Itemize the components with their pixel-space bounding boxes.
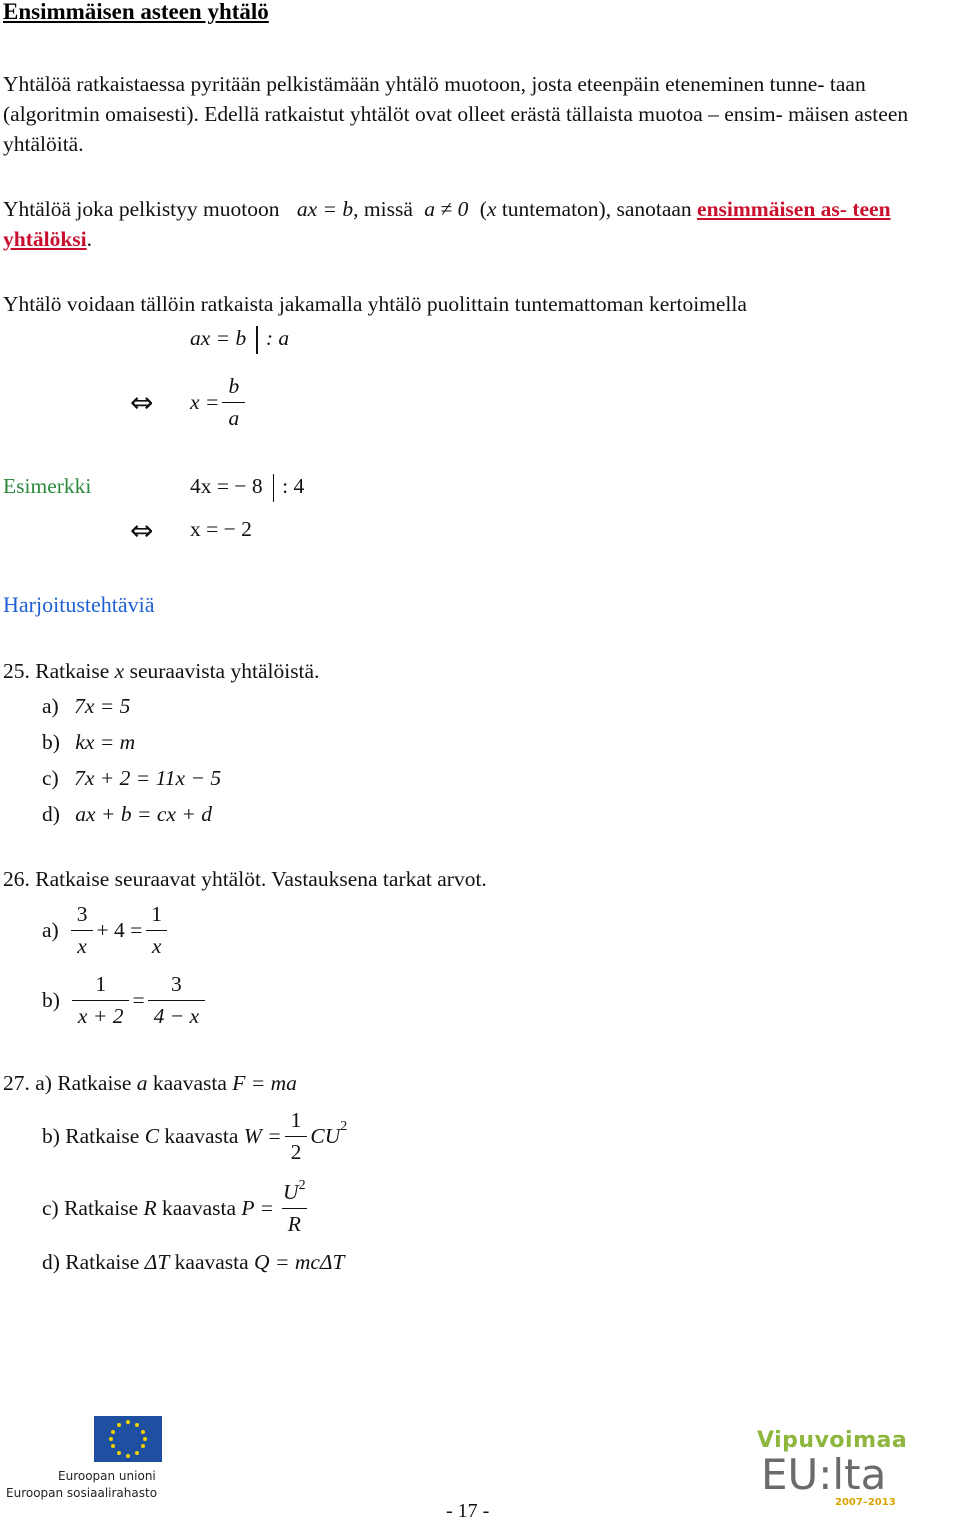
item-var: a: [136, 1071, 148, 1095]
divider-bar: [256, 326, 258, 354]
item-text: kaavasta: [164, 1124, 239, 1148]
exercise-25-rest: seuraavista yhtälöistä.: [129, 659, 320, 683]
definition-text-3: tuntematon), sanotaan: [501, 197, 692, 221]
exercise-26-intro: 26. Ratkaise seuraavat yhtälöt. Vastauksena tarkat arvot.: [3, 867, 487, 891]
item-label: b): [42, 730, 60, 754]
item-equation: 7x + 2 = 11x − 5: [74, 766, 222, 790]
method-equation-1: [190, 326, 289, 354]
definition-equation: ax = b: [296, 197, 354, 221]
definition-text-1: Yhtälöä joka pelkistyy muotoon: [3, 197, 280, 221]
method-eq2-left: x =: [190, 390, 220, 414]
example-equation-1: [190, 474, 304, 502]
example-eq1-left: 4x = − 8: [190, 474, 263, 498]
example-label: Esimerkki: [3, 474, 92, 498]
item-label: b): [42, 988, 60, 1012]
fraction-numerator: 1: [95, 972, 107, 996]
item-var: R: [143, 1196, 157, 1220]
definition-term: ensimmäisen as- teen yhtälöksi: [3, 197, 891, 251]
item-label: d): [42, 802, 60, 826]
superscript: 2: [298, 1178, 306, 1193]
exercise-27a: [3, 1071, 297, 1096]
fraction-denominator: a: [222, 402, 245, 431]
vip-years: 2007–2013: [835, 1497, 896, 1508]
item-equation: kx = m: [75, 730, 136, 754]
exercise-27d: [42, 1250, 344, 1275]
fraction: [148, 972, 206, 1029]
exercise-25-intro: [3, 659, 319, 684]
definition-var: x: [486, 197, 497, 221]
eu-text: [6, 1468, 166, 1502]
eu-flag-icon: [94, 1416, 162, 1462]
vip-title: Vipuvoimaa: [757, 1428, 908, 1453]
definition-text-2: , missä: [353, 197, 413, 221]
method-eq1-left: ax = b: [190, 326, 247, 350]
fraction: [285, 1108, 308, 1165]
fraction-numerator: [277, 1180, 312, 1208]
item-operator: =: [132, 988, 145, 1012]
item-equation: Q = mcΔT: [254, 1250, 345, 1274]
item-label: a): [42, 694, 59, 718]
method-paragraph: Yhtälö voidaan tällöin ratkaista jakamalla yhtälö puolittain tuntemattoman kertoimella: [3, 292, 747, 316]
exercise-25b: [42, 730, 135, 755]
fraction-numerator: b: [228, 374, 240, 398]
fraction: [72, 972, 130, 1029]
item-equation: W =: [243, 1124, 282, 1148]
exercise-25-text: 25. Ratkaise: [3, 659, 110, 683]
method-equation-2: [190, 374, 248, 431]
item-equation: F = ma: [232, 1071, 297, 1095]
exercise-27c: [42, 1180, 315, 1237]
fraction: [71, 902, 94, 959]
fraction-denominator: x: [146, 930, 168, 959]
exercise-25d: [42, 802, 212, 827]
item-text: b) Ratkaise: [42, 1124, 140, 1148]
intro-paragraph: Yhtälöä ratkaistaessa pyritään pelkistämään yhtälö muotoon, josta eteenpäin eteneminen tunne- taan (algoritmin omaisesti). Edellä ratkaistut yhtälöt ovat olleet erästä tällaista muotoa – ensim- mäisen asteen yhtälöitä.: [3, 72, 909, 156]
item-equation: CU: [310, 1124, 341, 1148]
item-text: d) Ratkaise: [42, 1250, 140, 1274]
page-number: - 17 -: [446, 1500, 490, 1522]
item-text: kaavasta: [152, 1071, 227, 1095]
vipuvoimaa-logo: [757, 1428, 952, 1508]
exercises-heading: Harjoitustehtäviä: [3, 592, 155, 617]
definition-condition: a ≠ 0: [424, 197, 469, 221]
fraction-numerator: 3: [76, 902, 88, 926]
fraction-numerator: 1: [290, 1108, 302, 1132]
exercise-27b: [42, 1108, 347, 1165]
exercise-25c: [42, 766, 221, 791]
numerator-var: U: [283, 1180, 299, 1204]
definition-end: .: [86, 227, 93, 251]
fraction-denominator: x: [71, 930, 93, 959]
superscript: 2: [340, 1118, 348, 1134]
method-eq1-op: : a: [265, 326, 290, 350]
item-text: c) Ratkaise: [42, 1196, 139, 1220]
fraction: [145, 902, 168, 959]
eu-line-1: Euroopan unioni: [58, 1469, 156, 1483]
fraction-denominator: R: [282, 1208, 307, 1237]
item-text: 27. a) Ratkaise: [3, 1071, 132, 1095]
equivalence-icon: ⇔: [130, 514, 154, 547]
item-label: a): [42, 918, 59, 942]
item-equation: P =: [241, 1196, 275, 1220]
fraction-numerator: 1: [151, 902, 162, 926]
fraction-denominator: x + 2: [72, 1000, 130, 1029]
exercise-25a: [42, 694, 130, 719]
fraction-numerator: 3: [171, 972, 182, 996]
eu-logo: [6, 1416, 166, 1502]
fraction-denominator: 4 − x: [148, 1000, 206, 1029]
exercise-26a: [42, 902, 171, 959]
item-equation: ax + b = cx + d: [75, 802, 212, 826]
item-text: kaavasta: [162, 1196, 237, 1220]
exercise-25-var: x: [114, 659, 125, 683]
equivalence-icon: ⇔: [130, 386, 154, 419]
definition-paragraph: [3, 194, 957, 254]
definition-paren: (: [479, 197, 487, 221]
method-fraction: [222, 374, 245, 431]
item-operator: + 4 =: [96, 918, 143, 942]
item-label: c): [42, 766, 59, 790]
example-eq1-op: : 4: [282, 474, 305, 498]
item-var: ΔT: [144, 1250, 170, 1274]
fraction-denominator: 2: [285, 1136, 308, 1165]
divider-bar: [273, 474, 275, 502]
page-title: Ensimmäisen asteen yhtälö: [3, 0, 269, 24]
item-var: C: [144, 1124, 160, 1148]
eu-line-2: Euroopan sosiaalirahasto: [6, 1486, 158, 1500]
item-equation: 7x = 5: [74, 694, 131, 718]
fraction: [277, 1180, 312, 1237]
exercise-26b: [42, 972, 208, 1029]
vip-eu: EU:lta: [761, 1450, 887, 1499]
example-equation-2: x = − 2: [190, 517, 252, 541]
item-text: kaavasta: [174, 1250, 249, 1274]
